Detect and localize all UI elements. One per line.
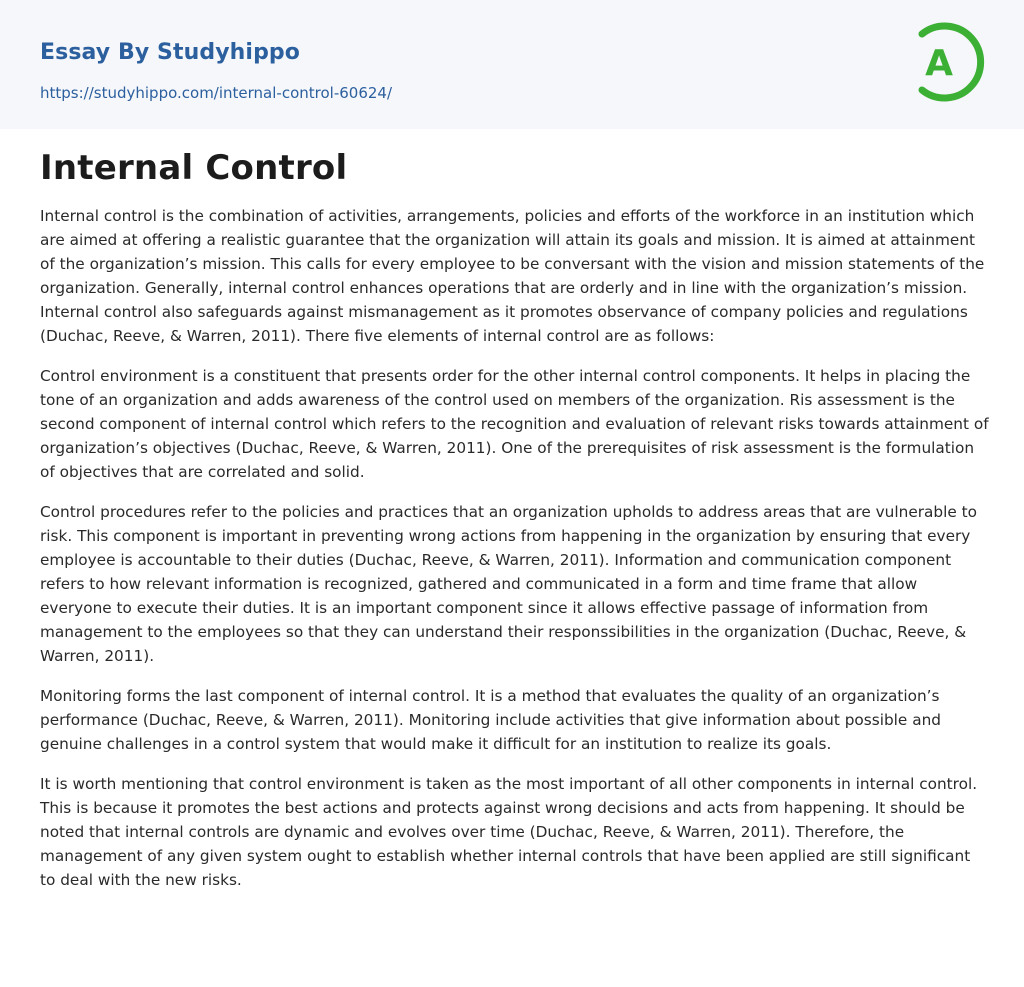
essay-url-link[interactable]: https://studyhippo.com/internal-control-60624/ (40, 84, 393, 102)
essay-content (40, 142, 990, 908)
essay-paragraph: Control procedures refer to the policies and practices that an organization upholds to address areas that are vulnerable to risk. This component is important in preventing wrong actions from happening in the organization by ensuring that every employee is accountable to their duties (Duchac, Reeve, & Warren, 2011). Information and communication component refers to how relevant information is recognized, gathered and communicated in a form and time frame that allow everyone to execute their duties. It is an important component since it allows effective passage of information from management to the employees so that they can understand their responssibilities in the organization (Duchac, Reeve, & Warren, 2011). (40, 503, 977, 665)
site-brand[interactable]: Essay By Studyhippo (40, 40, 300, 65)
essay-paragraph: Control environment is a constituent that presents order for the other internal control components. It helps in placing the tone of an organization and adds awareness of the control used on members of the organization. Ris assessment is the second component of internal control which refers to the recognition and evaluation of relevant risks towards attainment of organization’s objectives (Duchac, Reeve, & Warren, 2011). One of the prerequisites of risk assessment is the formulation of objectives that are correlated and solid. (40, 367, 989, 481)
essay-paragraph: It is worth mentioning that control environment is taken as the most important of all other components in internal control. This is because it promotes the best actions and protects against wrong decisions and acts from happening. It should be noted that internal controls are dynamic and evolves over time (Duchac, Reeve, & Warren, 2011). Therefore, the management of any given system ought to establish whether internal controls that have been applied are still significant to deal with the new risks. (40, 775, 978, 889)
essay-title: Internal Control (40, 148, 348, 188)
studyhippo-logo-icon[interactable] (912, 18, 986, 106)
page-header (0, 0, 1024, 129)
logo-letter: A (925, 43, 953, 84)
essay-paragraph: Internal control is the combination of activities, arrangements, policies and efforts of the workforce in an institution which are aimed at offering a realistic guarantee that the organization will attain its goals and mission. It is aimed at attainment of the organization’s mission. This calls for every employee to be conversant with the vision and mission statements of the organization. Generally, internal control enhances operations that are orderly and in line with the organization’s mission. Internal control also safeguards against mismanagement as it promotes observance of company policies and regulations (Duchac, Reeve, & Warren, 2011). There five elements of internal control are as follows: (40, 207, 985, 345)
essay-paragraph: Monitoring forms the last component of internal control. It is a method that evaluates the quality of an organization’s performance (Duchac, Reeve, & Warren, 2011). Monitoring include activities that give information about possible and genuine challenges in a control system that would make it difficult for an institution to realize its goals. (40, 687, 941, 753)
